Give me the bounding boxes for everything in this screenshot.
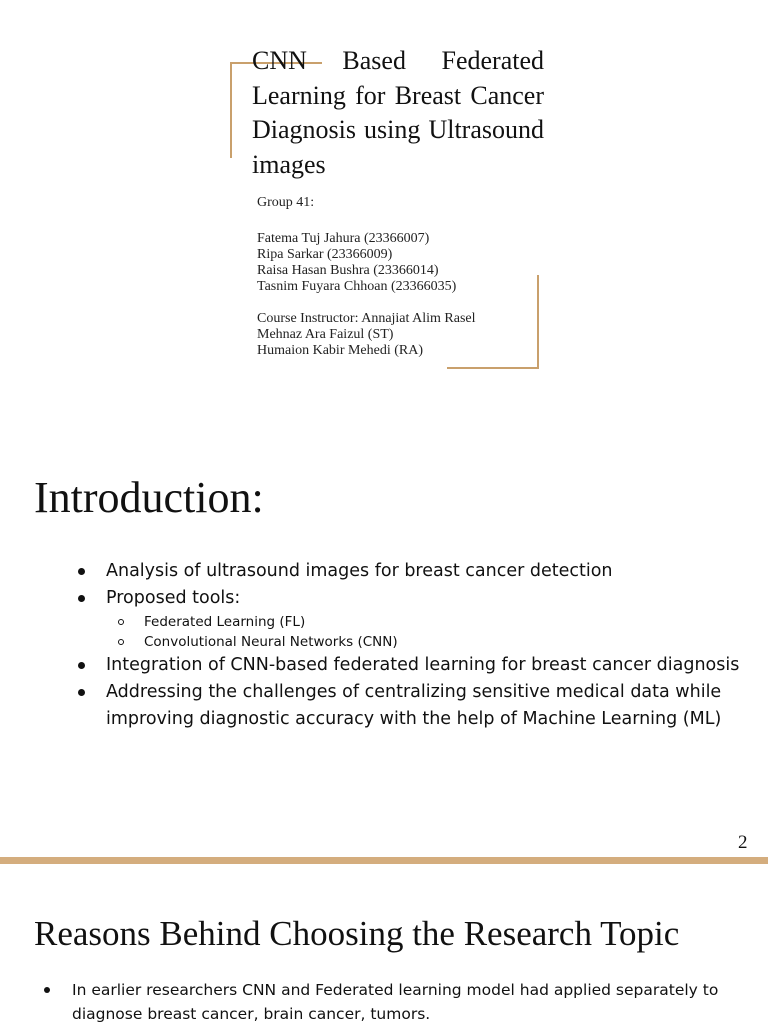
bullet-item: Integration of CNN-based federated learning for breast cancer diagnosis xyxy=(78,652,748,679)
group-info-block xyxy=(257,195,547,359)
bullet-item: Proposed tools: xyxy=(78,585,748,612)
presentation-title: CNN Based Federated Learning for Breast Cancer Diagnosis using Ultrasound images xyxy=(252,46,544,179)
bullet-item: Addressing the challenges of centralizing sensitive medical data while improving diagnostic accuracy with the help of Machine Learning (ML) xyxy=(78,679,748,733)
member-name: Fatema Tuj Jahura (23366007) xyxy=(257,231,430,246)
instructor-name: Course Instructor: Annajiat Alim Rasel xyxy=(257,311,476,326)
member-name: Ripa Sarkar (23366009) xyxy=(257,247,393,262)
bullet-item: Analysis of ultrasound images for breast cancer detection xyxy=(78,558,748,585)
instructor-name: Humaion Kabir Mehedi (RA) xyxy=(257,343,424,358)
reasons-heading: Reasons Behind Choosing the Research Topic xyxy=(34,914,680,953)
info-frame-right-line xyxy=(537,275,539,369)
instructor-name: Mehnaz Ara Faizul (ST) xyxy=(257,327,394,342)
slide-divider xyxy=(0,857,768,864)
bullet-item: In earlier researchers CNN and Federated learning model had applied separately to diagnose breast cancer, brain cancer, tumors. xyxy=(44,978,744,1026)
member-name: Tasnim Fuyara Chhoan (23366035) xyxy=(257,279,457,294)
page-number: 2 xyxy=(738,832,748,853)
title-frame-left-line xyxy=(230,62,232,158)
introduction-bullet-list xyxy=(78,558,748,733)
reasons-bullet-list xyxy=(44,978,744,1026)
introduction-heading: Introduction: xyxy=(34,473,264,522)
group-label: Group 41: xyxy=(257,195,315,210)
info-frame-bottom-line xyxy=(447,367,539,369)
member-name: Raisa Hasan Bushra (23366014) xyxy=(257,263,439,278)
sub-bullet-item: Federated Learning (FL) xyxy=(78,612,748,632)
sub-bullet-item: Convolutional Neural Networks (CNN) xyxy=(78,632,748,652)
